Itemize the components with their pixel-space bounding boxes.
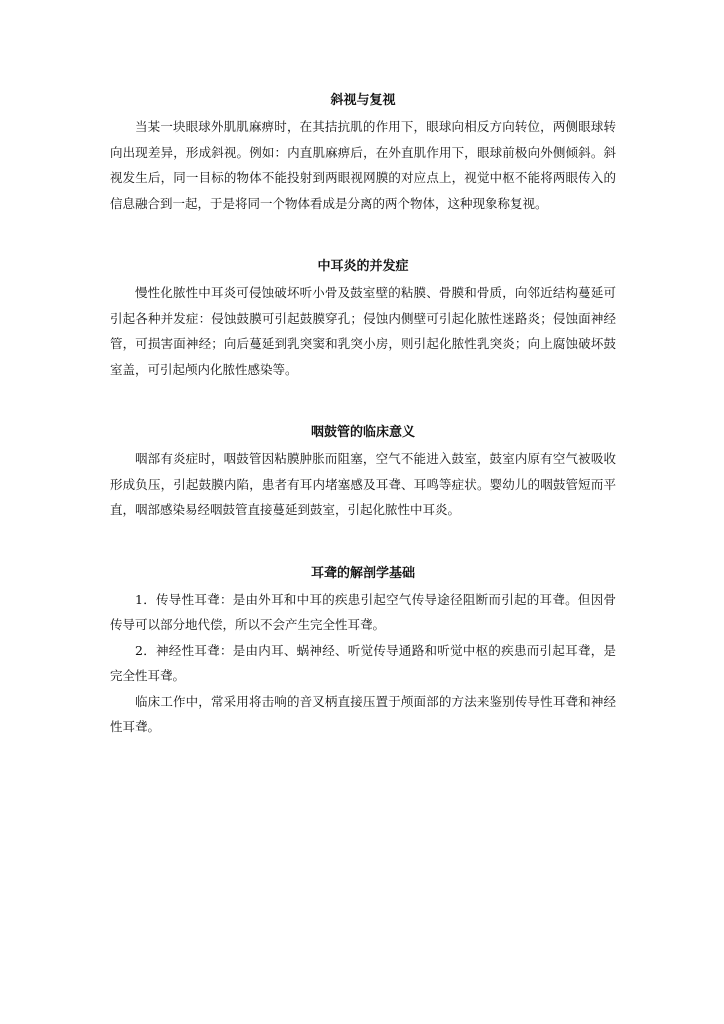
section-paragraph-clinical: 临床工作中，常采用将击响的音叉柄直接压置于颅面部的方法来鉴别传导性耳聋和神经性耳聋。 (110, 693, 616, 734)
section-deafness-anatomy (110, 561, 616, 740)
section-title: 耳聋的解剖学基础 (310, 565, 415, 581)
section-eustachian-tube (110, 420, 616, 523)
section-title: 中耳炎的并发症 (317, 259, 409, 274)
section-paragraph: 当某一块眼球外肌肌麻痹时，在其拮抗肌的作用下，眼球向相反方向转位，两侧眼球转向出现差异，形成斜视。例如：内直肌麻痹后，在外直肌作用下，眼球前极向外侧倾斜。斜视发生后，同一目标的物体不能投射到两眼视网膜的对应点上，视觉中枢不能将两眼传入的信息融合到一起，于是将同一个物体看成是分离的两个物体，这种现象称复视。 (110, 119, 616, 211)
section-strabismus-diplopia (110, 88, 616, 216)
section-paragraph-conductive: 1．传导性耳聋：是由外耳和中耳的疾患引起空气传导途径阻断而引起的耳聋。但因骨传导可以部分地代偿，所以不会产生完全性耳聋。 (110, 591, 616, 632)
section-paragraph: 慢性化脓性中耳炎可侵蚀破坏听小骨及鼓室壁的粘膜、骨膜和骨质，向邻近结构蔓延可引起各种并发症：侵蚀鼓膜可引起鼓膜穿孔；侵蚀内侧壁可引起化脓性迷路炎；侵蚀面神经管，可损害面神经；向后蔓延到乳突窦和乳突小房，则引起化脓性乳突炎；向上腐蚀破坏鼓室盖，可引起颅内化脓性感染等。 (110, 285, 616, 377)
section-title: 咽鼓管的临床意义 (310, 425, 415, 440)
section-otitis-media-complications (110, 254, 616, 382)
section-paragraph: 咽部有炎症时，咽鼓管因粘膜肿胀而阻塞，空气不能进入鼓室，鼓室内原有空气被吸收形成负压，引起鼓膜内陷，患者有耳内堵塞感及耳聋、耳鸣等症状。婴幼儿的咽鼓管短而平直，咽部感染易经咽鼓管直接蔓延到鼓室，引起化脓性中耳炎。 (110, 451, 616, 517)
section-paragraph-sensorineural: 2．神经性耳聋：是由内耳、蜗神经、听觉传导通路和听觉中枢的疾患而引起耳聋，是完全性耳聋。 (110, 642, 616, 683)
document-page (110, 88, 616, 740)
section-title: 斜视与复视 (330, 93, 396, 108)
